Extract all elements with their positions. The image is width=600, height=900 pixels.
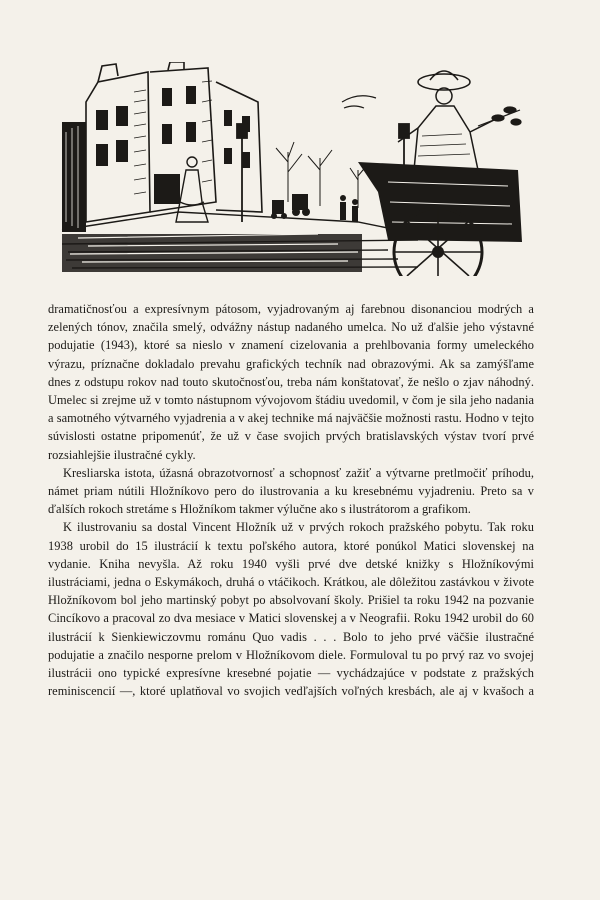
paragraph: Kresliarska istota, úžasná obrazotvornosť a schopnosť zažiť a výtvarne pretlmočiť príhodu, námet priam nútili Hložníkovo pero do ilustrovania a ku kresebnému vyjadreniu. Preto sa v ďalších rokoch stretáme s Hložníkom takmer výlučne ako s ilustrátorom a grafikom. [48, 465, 534, 517]
paragraph: dramatičnosťou a expresívnym pátosom, vyjadrovaným aj farebnou disonanciou modrých a zelených tónov, značila smelý, odvážny nástup nadaného umelca. No už ďalšie jeho výstavné podujatie (1943), ktoré sa nieslo v znamení cizelovania a prehlbovania formy umeleckého výrazu, príznačne dokladalo prevahu grafických techník nad obrazovými. Ak sa zamýšľame dnes z odstupu rokov nad touto skutočnosťou, treba nám konštatovať, že nešlo o zjav náhodný. Umelec si zrejme už v tomto nástupnom vývojovom štádiu uvedomil, v čom je sila jeho nadania a samotného výtvarného vyjadrenia a v akej technike má najväčšie možnosti rastu. Hodno v tejto súvislosti ostatne pripomenúť, že už v čase svojich prvých bratislavských výstav tvorí prvé rozsiahlejšie ilustračné cykly. [48, 302, 534, 462]
ink-street-illustration [58, 62, 526, 276]
body-text [48, 300, 534, 700]
paragraph: K ilustrovaniu sa dostal Vincent Hložník už v prvých rokoch pražského pobytu. Tak roku 1938 urobil do 15 ilustrácií k textu poľského autora, ktoré ponúkol Matici slovenskej na vydanie. Kniha nevyšla. Až roku 1940 vyšli prvé dve detské knižky s Hložníkovými ilustráciami, jedna o Eskymákoch, druhá o vtáčikoch. Krátkou, ale dôležitou zastávkou v živote Hložníkovom bol jeho martinský pobyt po absolvovaní školy. Prišiel ta roku 1942 na pozvanie Cincíkovo a pracoval zo dva mesiace v Matici slovenskej a v Neografii. Roku 1942 urobil do 60 ilustrácií k Sienkiewiczovmu románu Quo vadis . . . Bolo to jeho prvé väčšie ilustračné podujatie a značilo nesporne prelom v Hložníkovom diele. Formuloval tu po prvý raz vo svojej ilustrácii ono typické expresívne kresebné pojatie — vychádzajúce v podstate z pražských reminiscencií —, ktoré uplatňoval vo svojich vedľajších voľných kresbách, ale aj v kvašoch a [48, 520, 534, 699]
